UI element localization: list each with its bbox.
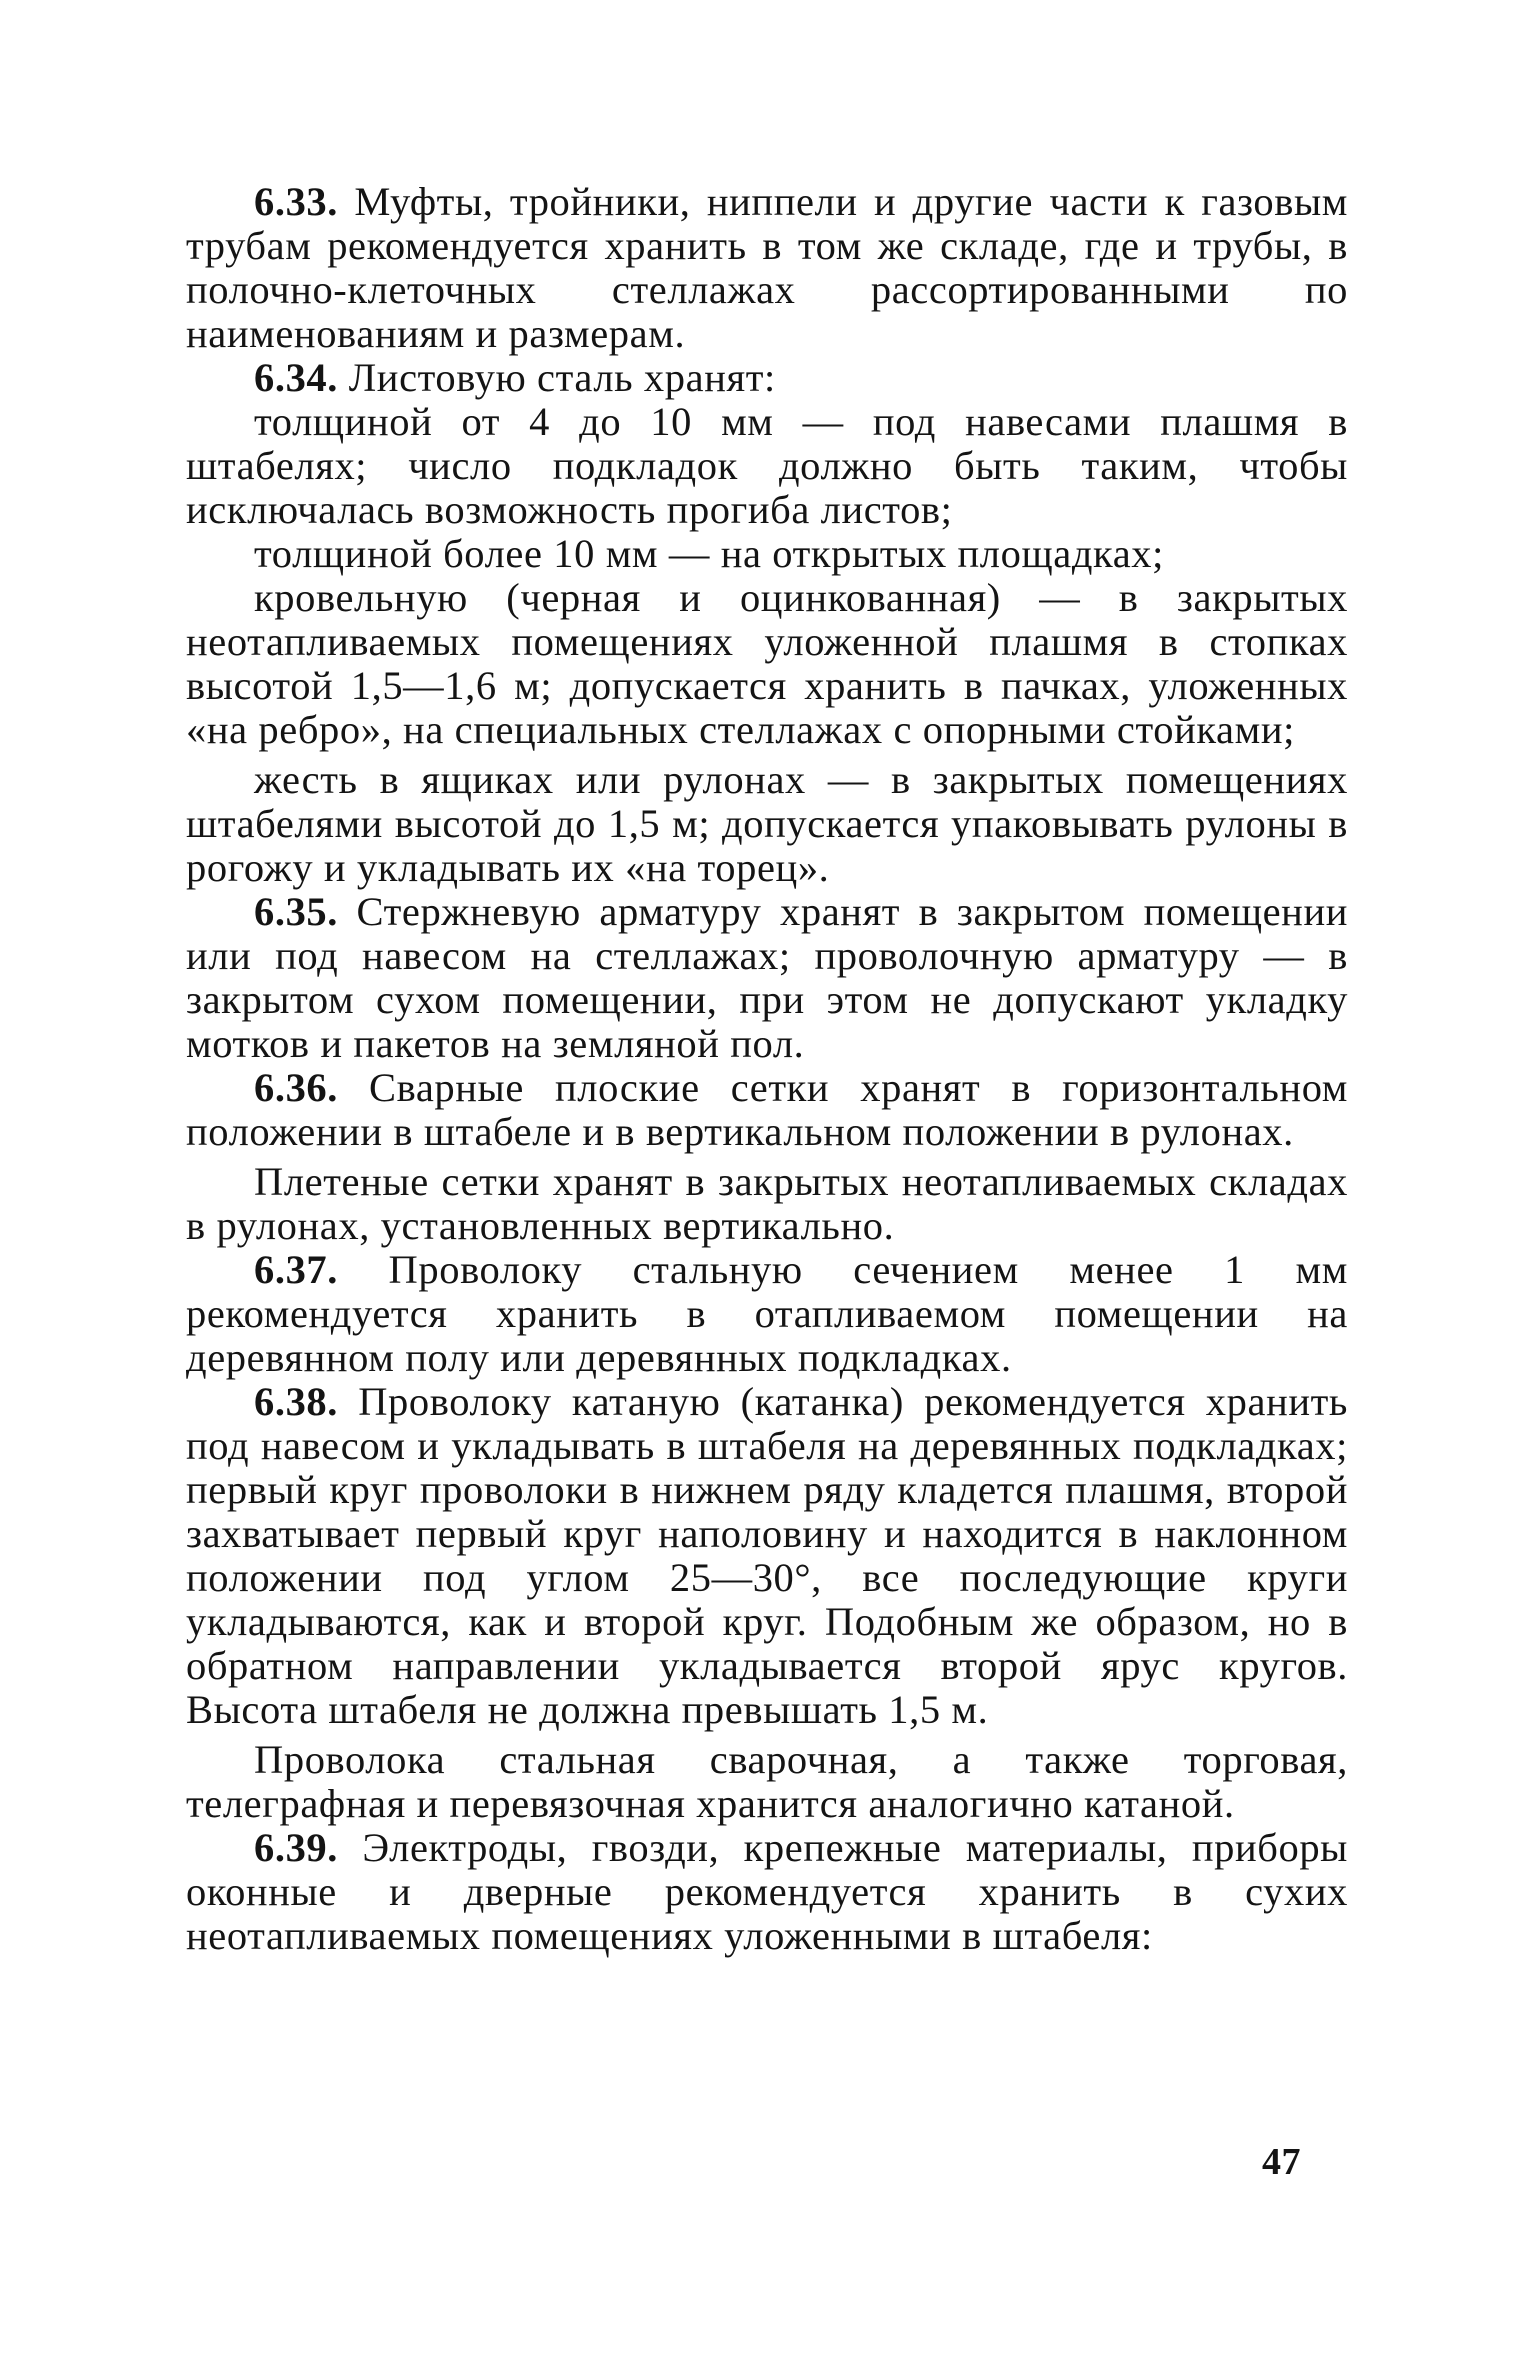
clause-number: 6.35.: [254, 889, 338, 934]
clause-number: 6.36.: [254, 1065, 338, 1110]
clause-number: 6.33.: [254, 179, 338, 224]
paragraph-text: Листовую сталь хранят:: [338, 355, 776, 400]
page-body: [186, 180, 1348, 2180]
paragraph-text: Проволоку стальную сечением менее 1 мм рекомендуется хранить в отапливаемом помещении на деревянном полу или деревянных подкладках.: [186, 1247, 1348, 1380]
clause-number: 6.34.: [254, 355, 338, 400]
paragraph-welding-wire: [186, 1738, 1348, 1826]
paragraph-6-34: [186, 356, 1348, 400]
clause-number: 6.39.: [254, 1825, 338, 1870]
paragraph-text: толщиной от 4 до 10 мм — под навесами плашмя в штабелях; число подкладок должно быть таким, чтобы исключалась возможность прогиба листов;: [186, 399, 1348, 532]
paragraph-6-39: [186, 1826, 1348, 1958]
paragraph-text: кровельную (черная и оцинкованная) — в закрытых неотапливаемых помещениях уложенной плашмя в стопках высотой 1,5—1,6 м; допускается хранить в пачках, уложенных «на ребро», на специальных стеллажах с опорными стойками;: [186, 575, 1348, 752]
paragraph-text: толщиной более 10 мм — на открытых площадках;: [254, 531, 1164, 576]
paragraph-text: Проволока стальная сварочная, а также торговая, телеграфная и перевязочная хранится аналогично катаной.: [186, 1737, 1348, 1826]
page-number: 47: [1262, 2141, 1301, 2183]
paragraph-text: Муфты, тройники, ниппели и другие части к газовым трубам рекомендуется хранить в том же складе, где и трубы, в полочно-клеточных стеллажах рассортированными по наименованиям и размерам.: [186, 179, 1348, 356]
paragraph-6-33: [186, 180, 1348, 356]
paragraph-text: Стержневую арматуру хранят в закрытом помещении или под навесом на стеллажах; проволочную арматуру — в закрытом сухом помещении, при этом не допускают укладку мотков и пакетов на земляной пол.: [186, 889, 1348, 1066]
paragraph-sheet-over-10mm: [186, 532, 1348, 576]
paragraph-tin-plate: [186, 758, 1348, 890]
paragraph-text: Сварные плоские сетки хранят в горизонтальном положении в штабеле и в вертикальном положении в рулонах.: [186, 1065, 1348, 1154]
clause-number: 6.37.: [254, 1247, 338, 1292]
paragraph-woven-mesh: [186, 1160, 1348, 1248]
paragraph-text: Электроды, гвозди, крепежные материалы, приборы оконные и дверные рекомендуется хранить в сухих неотапливаемых помещениях уложенными в штабеля:: [186, 1825, 1348, 1958]
paragraph-text: Проволоку катаную (катанка) рекомендуется хранить под навесом и укладывать в штабеля на деревянных подкладках; первый круг проволоки в нижнем ряду кладется плашмя, второй захватывает первый круг наполовину и находится в наклонном положении под углом 25—30°, все последующие круги укладываются, как и второй круг. Подобным же образом, но в обратном направлении укладывается второй ярус кругов. Высота штабеля не должна превышать 1,5 м.: [186, 1379, 1348, 1732]
paragraph-text: Плетеные сетки хранят в закрытых неотапливаемых складах в рулонах, установленных вертикально.: [186, 1159, 1348, 1248]
paragraph-text: жесть в ящиках или рулонах — в закрытых помещениях штабелями высотой до 1,5 м; допускается упаковывать рулоны в рогожу и укладывать их «на торец».: [186, 757, 1348, 890]
paragraph-6-37: [186, 1248, 1348, 1380]
paragraph-6-36: [186, 1066, 1348, 1154]
paragraph-sheet-4-10mm: [186, 400, 1348, 532]
paragraph-6-35: [186, 890, 1348, 1066]
paragraph-roofing-steel: [186, 576, 1348, 752]
paragraph-6-38: [186, 1380, 1348, 1732]
clause-number: 6.38.: [254, 1379, 338, 1424]
